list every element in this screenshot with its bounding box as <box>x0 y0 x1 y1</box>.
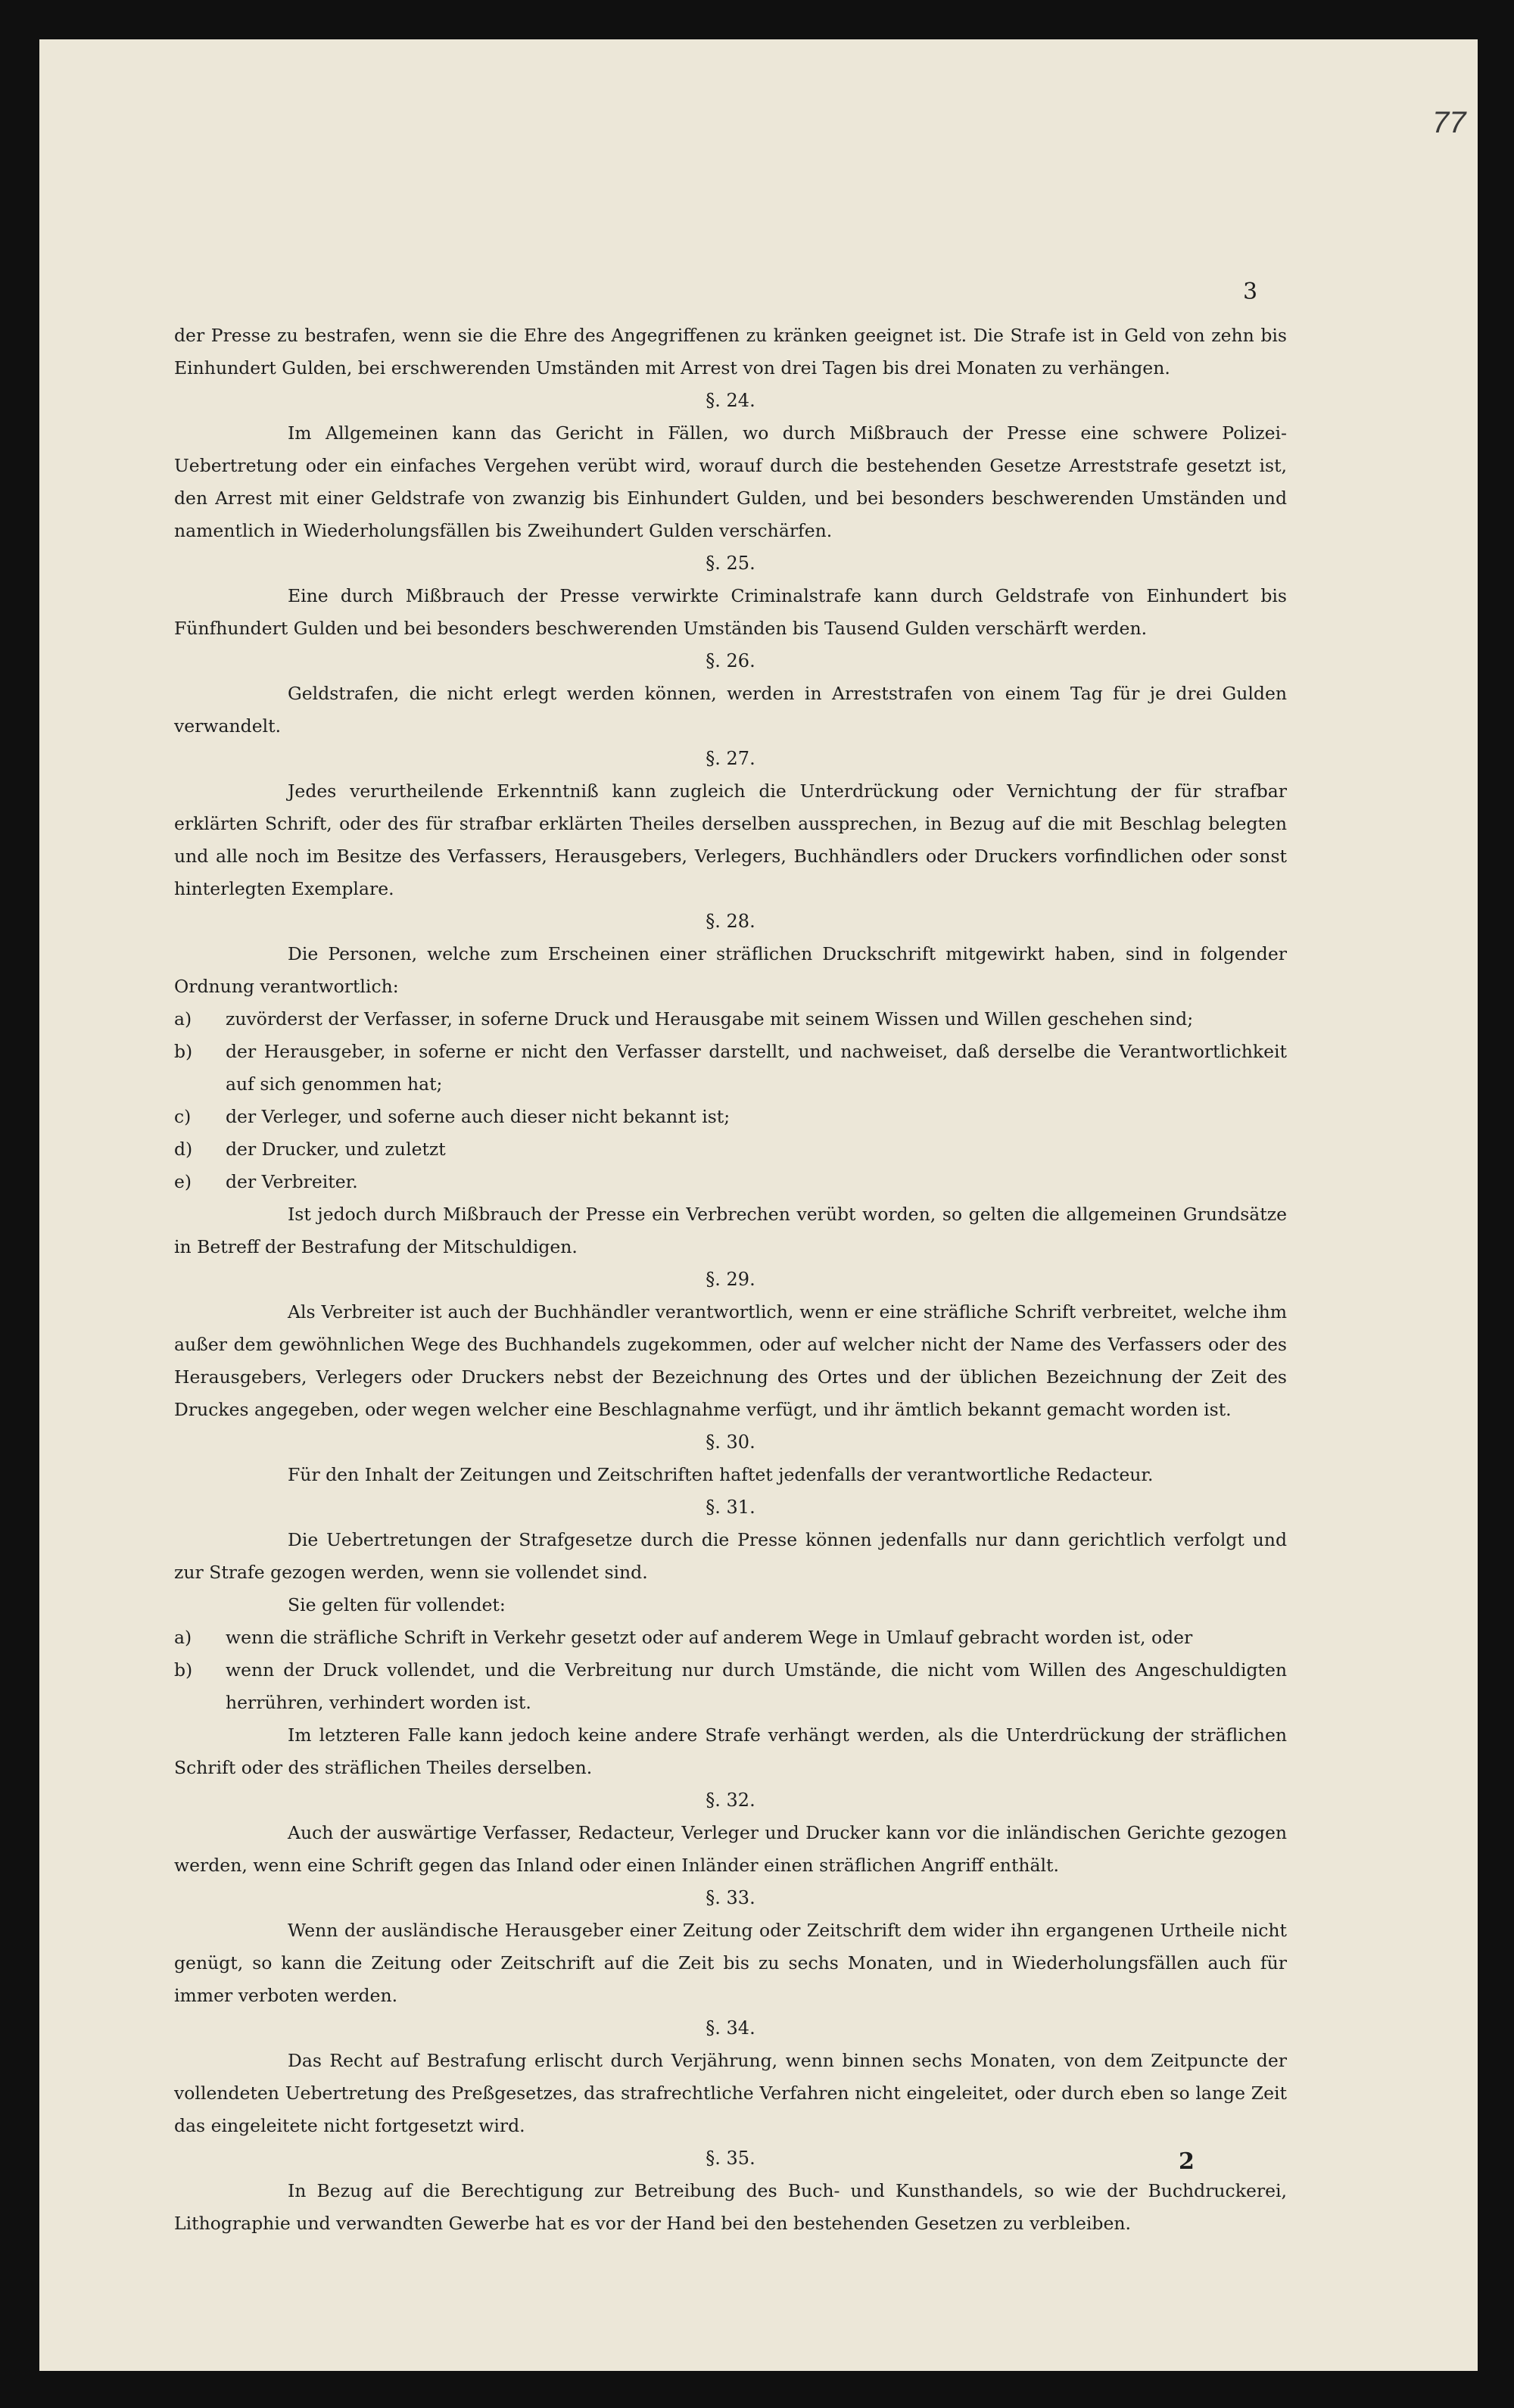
list-item-text: der Verbreiter. <box>226 1171 358 1192</box>
list-item <box>174 1621 1287 1654</box>
section-heading: §. 32. <box>706 1790 755 1811</box>
section-heading: §. 28. <box>706 911 755 932</box>
section-heading: §. 29. <box>706 1269 755 1290</box>
list-item-label: c) <box>174 1106 192 1127</box>
section-heading: §. 25. <box>706 553 755 574</box>
paragraph: Im letzteren Falle kann jedoch keine andere Strafe verhängt werden, als die Unterdrückung der sträflichen Schrift oder des sträflichen Theiles derselben. <box>174 1724 1287 1778</box>
page-number: 3 <box>1243 279 1258 305</box>
list-item-text: wenn die sträfliche Schrift in Verkehr gesetzt oder auf anderem Wege in Umlauf gebracht worden ist, oder <box>226 1627 1193 1648</box>
enumerated-list <box>174 1621 1287 1719</box>
list-item-label: d) <box>174 1139 193 1160</box>
section-heading: §. 30. <box>706 1431 755 1453</box>
list-item <box>174 1036 1287 1101</box>
list-item-text: zuvörderst der Verfasser, in soferne Druck und Herausgabe mit seinem Wissen und Willen geschehen sind; <box>226 1008 1194 1030</box>
body-text <box>174 319 1287 2240</box>
list-item-text: der Drucker, und zuletzt <box>226 1139 446 1160</box>
list-item-label: e) <box>174 1171 192 1192</box>
paragraph: In Bezug auf die Berechtigung zur Betreibung des Buch- und Kunsthandels, so wie der Buchdruckerei, Lithographie und verwandten Gewerbe hat es vor der Hand bei den bestehenden Gesetzen zu verbleiben. <box>174 2180 1287 2234</box>
paragraph: Eine durch Mißbrauch der Presse verwirkte Criminalstrafe kann durch Geldstrafe von Einhundert bis Fünfhundert Gulden und bei besonders beschwerenden Umständen bis Tausend Gulden verschärft werden. <box>174 585 1287 639</box>
list-item <box>174 1133 1287 1166</box>
paragraph: Die Personen, welche zum Erscheinen einer sträflichen Druckschrift mitgewirkt haben, sind in folgender Ordnung verantwortlich: <box>174 943 1287 997</box>
list-item <box>174 1166 1287 1198</box>
paragraph: Als Verbreiter ist auch der Buchhändler verantwortlich, wenn er eine sträfliche Schrift verbreitet, welche ihm außer dem gewöhnlichen Wege des Buchhandels zugekommen, oder auf welcher nicht der Name des Verfassers oder des Herausgebers, Verlegers oder Druckers nebst der Bezeichnung des Ortes und der üblichen Bezeichnung der Zeit des Druckes angegeben, oder wegen welcher eine Beschlagnahme verfügt, und ihr ämtlich bekannt gemacht worden ist. <box>174 1301 1287 1420</box>
list-item-label: a) <box>174 1627 192 1648</box>
paragraph: der Presse zu bestrafen, wenn sie die Ehre des Angegriffenen zu kränken geeignet ist. Die Strafe ist in Geld von zehn bis Einhundert Gulden, bei erschwerenden Umständen mit Arrest von drei Tagen bis drei Monaten zu verhängen. <box>174 325 1287 378</box>
section-heading: §. 35. <box>706 2148 755 2169</box>
paragraph: Wenn der ausländische Herausgeber einer Zeitung oder Zeitschrift dem wider ihn ergangenen Urtheile nicht genügt, so kann die Zeitung oder Zeitschrift auf die Zeit bis zu sechs Monaten, und in Wiederholungsfällen auch für immer verboten werden. <box>174 1920 1287 2006</box>
section-heading: §. 34. <box>706 2017 755 2039</box>
list-item-text: wenn der Druck vollendet, und die Verbreitung nur durch Umstände, die nicht vom Willen des Angeschuldigten herrühren, verhindert worden ist. <box>226 1659 1287 1713</box>
document-page <box>39 39 1478 2371</box>
list-item-label: b) <box>174 1659 193 1681</box>
list-item <box>174 1654 1287 1719</box>
paragraph: Jedes verurtheilende Erkenntniß kann zugleich die Unterdrückung oder Vernichtung der für strafbar erklärten Schrift, oder des für strafbar erklärten Theiles derselben aussprechen, in Bezug auf die mit Beschlag belegten und alle noch im Besitze des Verfassers, Herausgebers, Verlegers, Buchhändlers oder Druckers vorfindlichen oder sonst hinterlegten Exemplare. <box>174 780 1287 899</box>
section-heading: §. 31. <box>706 1497 755 1518</box>
paragraph: Sie gelten für vollendet: <box>288 1594 506 1615</box>
section-heading: §. 24. <box>706 390 755 411</box>
section-heading: §. 27. <box>706 748 755 769</box>
list-item <box>174 1003 1287 1036</box>
paragraph: Geldstrafen, die nicht erlegt werden können, werden in Arreststrafen von einem Tag für je drei Gulden verwandelt. <box>174 683 1287 737</box>
list-item <box>174 1101 1287 1133</box>
paragraph: Das Recht auf Bestrafung erlischt durch Verjährung, wenn binnen sechs Monaten, von dem Zeitpuncte der vollendeten Uebertretung des Preßgesetzes, das strafrechtliche Verfahren nicht eingeleitet, oder durch eben so lange Zeit das eingeleitete nicht fortgesetzt wird. <box>174 2050 1287 2136</box>
section-heading: §. 26. <box>706 650 755 671</box>
paragraph: Auch der auswärtige Verfasser, Redacteur, Verleger und Drucker kann vor die inländischen Gerichte gezogen werden, wenn eine Schrift gegen das Inland oder einen Inländer einen sträflichen Angriff enthält. <box>174 1822 1287 1876</box>
signature-mark: 2 <box>1179 2148 1195 2175</box>
list-item-label: a) <box>174 1008 192 1030</box>
list-item-label: b) <box>174 1041 193 1062</box>
archive-folio-mark: 77 <box>1432 106 1466 139</box>
list-item-text: der Herausgeber, in soferne er nicht den Verfasser darstellt, und nachweiset, daß derselbe die Verantwortlichkeit auf sich genommen hat; <box>226 1041 1287 1095</box>
paragraph: Im Allgemeinen kann das Gericht in Fällen, wo durch Mißbrauch der Presse eine schwere Polizei-Uebertretung oder ein einfaches Vergehen verübt wird, worauf durch die bestehenden Gesetze Arreststrafe gesetzt ist, den Arrest mit einer Geldstrafe von zwanzig bis Einhundert Gulden, und bei besonders beschwerenden Umständen und namentlich in Wiederholungsfällen bis Zweihundert Gulden verschärfen. <box>174 422 1287 541</box>
list-item-text: der Verleger, und soferne auch dieser nicht bekannt ist; <box>226 1106 731 1127</box>
paragraph: Ist jedoch durch Mißbrauch der Presse ein Verbrechen verübt worden, so gelten die allgemeinen Grundsätze in Betreff der Bestrafung der Mitschuldigen. <box>174 1204 1287 1257</box>
paragraph: Für den Inhalt der Zeitungen und Zeitschriften haftet jedenfalls der verantwortliche Redacteur. <box>288 1464 1154 1485</box>
section-heading: §. 33. <box>706 1887 755 1908</box>
paragraph: Die Uebertretungen der Strafgesetze durch die Presse können jedenfalls nur dann gerichtlich verfolgt und zur Strafe gezogen werden, wenn sie vollendet sind. <box>174 1529 1287 1583</box>
enumerated-list <box>174 1003 1287 1198</box>
